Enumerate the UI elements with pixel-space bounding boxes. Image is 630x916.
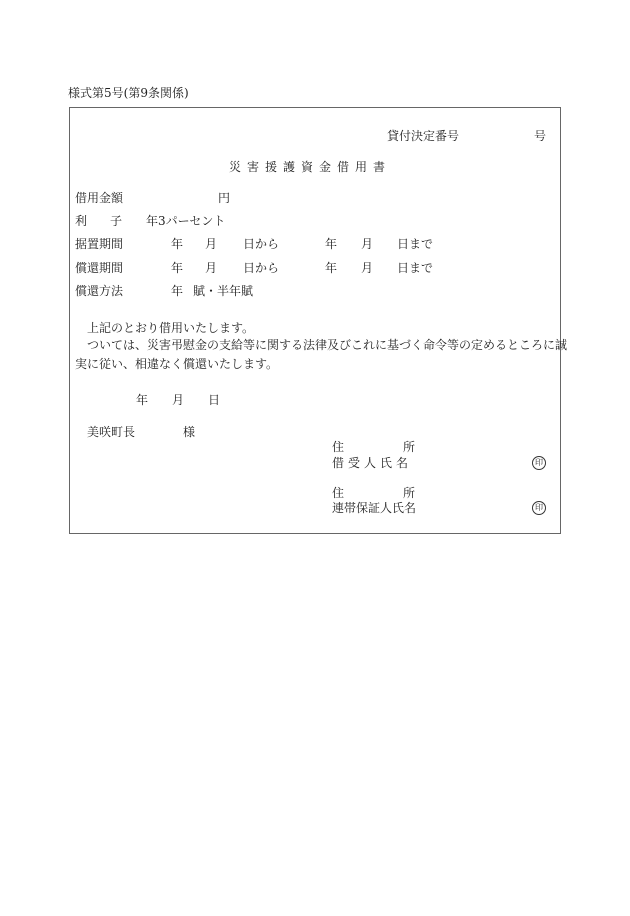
repayment-end-month: 月 <box>361 261 374 275</box>
body-line-2: ついては、災害弔慰金の支給等に関する法律及びこれに基づく命令等の定めるところに誠 <box>87 338 568 352</box>
repayment-method-value: 賦・半年賦 <box>193 284 254 298</box>
deferment-start-year: 年 <box>171 237 184 251</box>
deferment-end-year: 年 <box>325 237 338 251</box>
seal-icon: 印 <box>532 456 546 470</box>
date-month: 月 <box>172 393 185 407</box>
form-id: 様式第5号(第9条関係) <box>68 86 189 100</box>
guarantor-address-b: 所 <box>403 486 416 500</box>
document-title: 災害援護資金借用書 <box>229 160 392 174</box>
amount-unit: 円 <box>218 191 231 205</box>
repayment-method-label: 償還方法 <box>75 284 124 298</box>
borrower-name-label: 借受人氏名 <box>332 456 413 470</box>
repayment-end-day: 日まで <box>397 261 434 275</box>
guarantor-address-a: 住 <box>332 486 345 500</box>
repayment-start-month: 月 <box>205 261 218 275</box>
date-day: 日 <box>208 393 221 407</box>
decision-number-suffix: 号 <box>534 129 547 143</box>
interest-label-a: 利 <box>75 214 88 228</box>
deferment-label: 据置期間 <box>75 237 124 251</box>
deferment-start-day: 日から <box>243 237 280 251</box>
deferment-end-month: 月 <box>361 237 374 251</box>
body-line-1: 上記のとおり借用いたします。 <box>87 321 255 335</box>
repayment-method-year: 年 <box>171 284 184 298</box>
repayment-end-year: 年 <box>325 261 338 275</box>
deferment-end-day: 日まで <box>397 237 434 251</box>
decision-number-label: 貸付決定番号 <box>387 129 460 143</box>
interest-label-b: 子 <box>110 214 123 228</box>
deferment-start-month: 月 <box>205 237 218 251</box>
amount-label: 借用金額 <box>75 191 124 205</box>
borrower-address-b: 所 <box>403 440 416 454</box>
guarantor-name-label: 連帯保証人氏名 <box>332 501 417 515</box>
repayment-period-label: 償還期間 <box>75 261 124 275</box>
seal-icon: 印 <box>532 501 546 515</box>
addressee-honorific: 様 <box>183 425 196 439</box>
repayment-start-year: 年 <box>171 261 184 275</box>
addressee-name: 美咲町長 <box>87 425 136 439</box>
repayment-start-day: 日から <box>243 261 280 275</box>
date-year: 年 <box>136 393 149 407</box>
borrower-address-a: 住 <box>332 440 345 454</box>
interest-value: 年3パーセント <box>146 214 226 228</box>
body-line-3: 実に従い、相違なく償還いたします。 <box>75 357 279 371</box>
